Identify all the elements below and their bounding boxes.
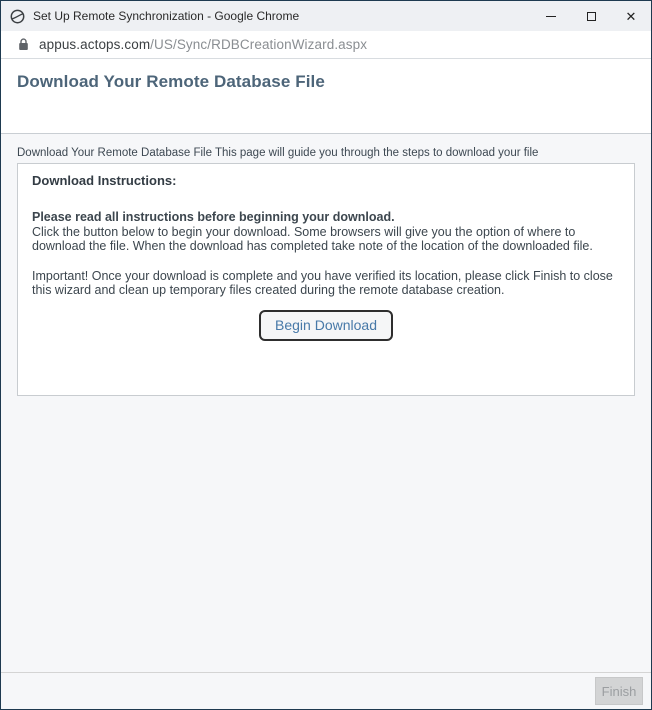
window-titlebar bbox=[1, 1, 651, 31]
maximize-icon bbox=[587, 12, 596, 21]
lock-icon bbox=[18, 38, 29, 51]
page-subtitle: Download Your Remote Database File This page will guide you through the steps to download your file bbox=[17, 147, 539, 159]
close-icon: ✕ bbox=[625, 8, 637, 24]
window-controls bbox=[531, 1, 651, 31]
download-button-row bbox=[32, 310, 620, 341]
window-title: Set Up Remote Synchronization - Google Chrome bbox=[33, 9, 300, 23]
page-title: Download Your Remote Database File bbox=[17, 72, 325, 91]
url-text bbox=[39, 37, 367, 52]
finish-button[interactable]: Finish bbox=[595, 677, 643, 705]
minimize-icon bbox=[546, 16, 556, 17]
url-path: /US/Sync/RDBCreationWizard.aspx bbox=[150, 37, 368, 52]
url-domain: appus.actops.com bbox=[39, 37, 151, 52]
page-content bbox=[1, 134, 651, 672]
begin-download-button[interactable]: Begin Download bbox=[259, 310, 393, 341]
instructions-lead: Please read all instructions before beginning your download. bbox=[32, 210, 395, 225]
instructions-body: Click the button below to begin your download. Some browsers will give you the option of where to download the file. When the download has completed take note of the location of the downloaded file. bbox=[32, 224, 593, 254]
page-header bbox=[1, 59, 651, 134]
instructions-important: Important! Once your download is complete and you have verified its location, please click Finish to close this wizard and clean up temporary files created during the remote database creation. bbox=[32, 268, 613, 298]
maximize-button[interactable] bbox=[571, 1, 611, 31]
url-bar[interactable] bbox=[1, 31, 651, 59]
chrome-popup-globe-icon bbox=[10, 9, 25, 24]
download-instructions-panel bbox=[17, 163, 635, 396]
minimize-button[interactable] bbox=[531, 1, 571, 31]
instructions-title: Download Instructions: bbox=[32, 173, 177, 188]
close-button[interactable] bbox=[611, 1, 651, 31]
wizard-footer bbox=[1, 672, 651, 709]
